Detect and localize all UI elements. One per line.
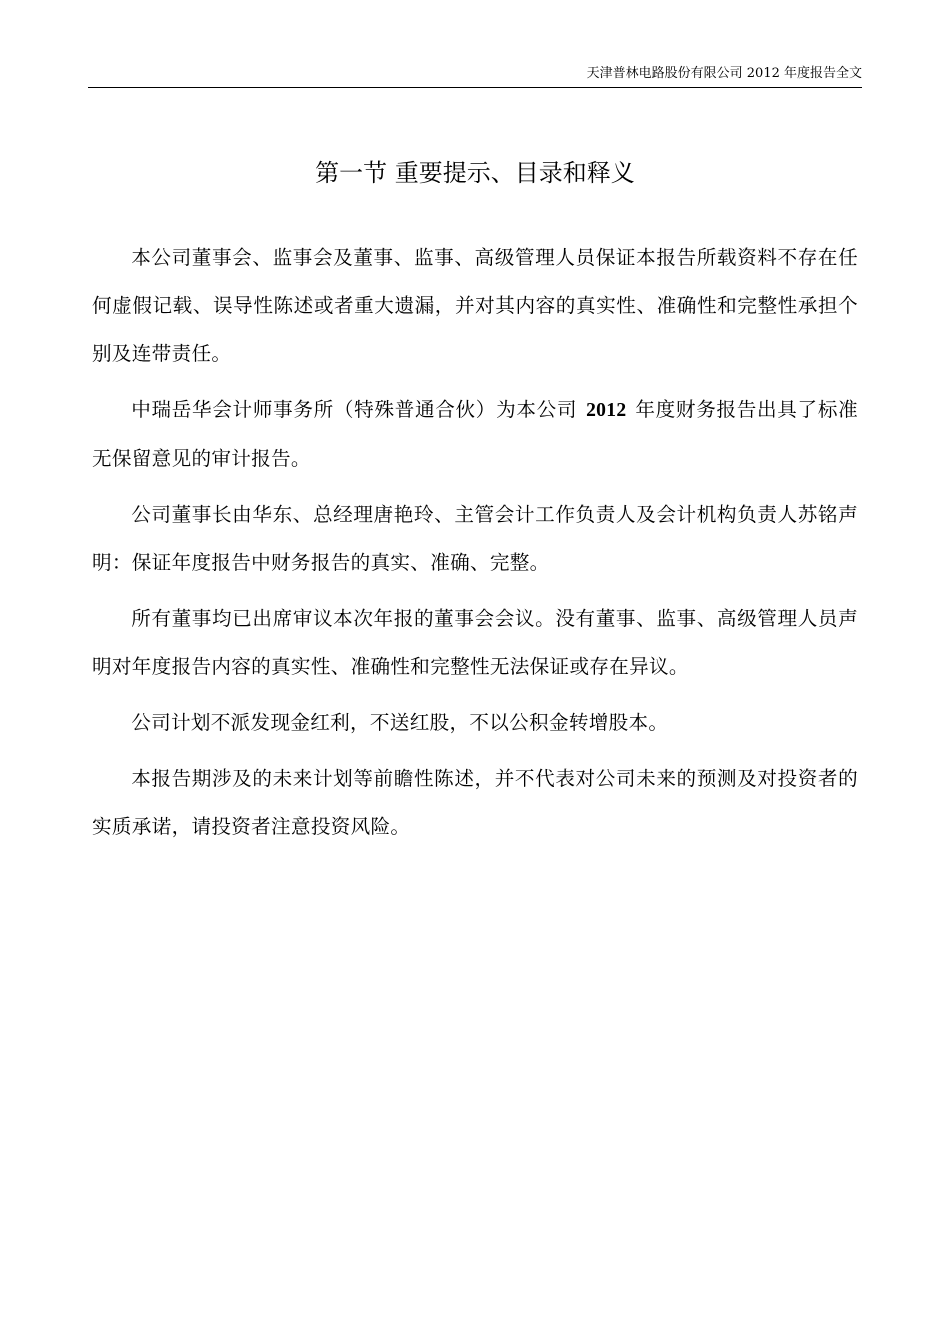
paragraph-dividend-plan: 公司计划不派发现金红利，不送红股，不以公积金转增股本。 <box>131 711 669 734</box>
report-year: 2012 <box>586 400 627 421</box>
paragraph-directors-attendance: 所有董事均已出席审议本次年报的董事会会议。没有董事、监事、高级管理人员声明对年度报告内容的真实性、准确性和完整性无法保证或存在异议。 <box>92 607 858 678</box>
audit-text-after: 年度财务报告出具了标准无保留意见的审计报告。 <box>92 398 858 470</box>
header-rule <box>88 87 862 88</box>
audit-text-before: 中瑞岳华会计师事务所（特殊普通合伙）为本公司 <box>131 398 585 421</box>
paragraph-audit-opinion <box>92 386 858 483</box>
paragraph-management-statement: 公司董事长由华东、总经理唐艳玲、主管会计工作负责人及会计机构负责人苏铭声明：保证年度报告中财务报告的真实、准确、完整。 <box>92 503 858 574</box>
notice-body <box>92 234 858 851</box>
section-title: 第一节 重要提示、目录和释义 <box>315 159 635 187</box>
paragraph-board-guarantee: 本公司董事会、监事会及董事、监事、高级管理人员保证本报告所载资料不存在任何虚假记载、误导性陈述或者重大遗漏，并对其内容的真实性、准确性和完整性承担个别及连带责任。 <box>92 246 858 365</box>
paragraph-forward-looking: 本报告期涉及的未来计划等前瞻性陈述，并不代表对公司未来的预测及对投资者的实质承诺，请投资者注意投资风险。 <box>92 767 858 838</box>
running-header: 天津普林电路股份有限公司 2012 年度报告全文 <box>586 66 862 81</box>
